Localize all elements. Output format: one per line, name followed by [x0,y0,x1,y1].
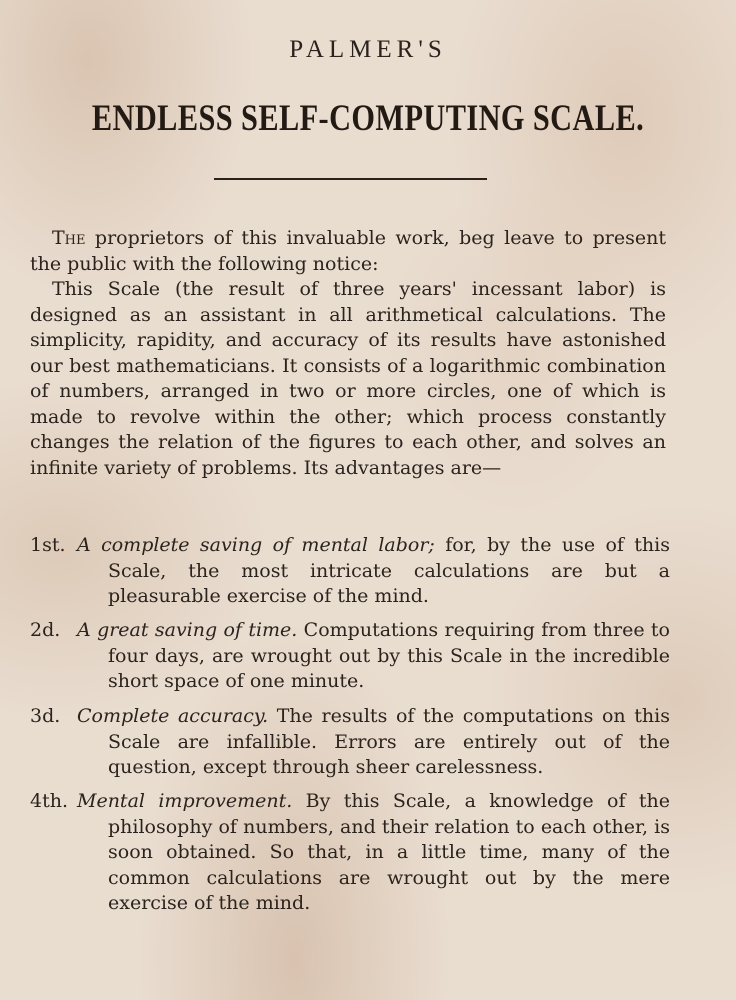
advantage-body [77,704,670,781]
advantage-body [77,618,670,695]
advantage-text: The results of the computations on this Scale are infallible. Errors are entirely out of the question, except through sheer carelessness. [108,705,670,778]
advantage-text: Computations requiring from three to four days, are wrought out by this Scale in the incredible short space of one minute. [108,619,670,692]
advantage-number: 4th. [30,790,68,812]
advantage-item [30,789,670,917]
header-divider [214,178,487,180]
advantage-number: 3d. [30,705,61,727]
intro-paragraph-1-text: proprietors of this invaluable work, beg leave to present the public with the following notice: [30,227,666,275]
advantage-lead: Mental improvement. [77,790,293,812]
advantage-number: 2d. [30,619,61,641]
advantage-lead: A complete saving of mental labor; [77,534,435,556]
advantage-body [77,789,670,917]
intro-paragraph-1 [30,226,666,277]
advantage-text: By this Scale, a knowledge of the philosophy of numbers, and their relation to each other, is soon obtained. So that, in a little time, many of the common calculations are wrought out by the mere exercise of the mind. [108,790,670,914]
intro-section [30,226,666,481]
advantage-item [30,704,670,781]
advantage-lead: Complete accuracy. [77,705,269,727]
advantage-lead: A great saving of time. [77,619,298,641]
advantage-body [77,533,670,610]
header-title-line-2: ENDLESS SELF-COMPUTING SCALE. [91,98,645,139]
intro-first-word: The [52,227,86,249]
advantage-number: 1st. [30,534,66,556]
intro-paragraph-2: This Scale (the result of three years' incessant labor) is designed as an assistant in all arithmetical calculations. The simplicity, rapidity, and accuracy of its results have astonished our best mathematicians. It consists of a logarithmic combination of numbers, arranged in two or more circles, one of which is made to revolve within the other; which process constantly changes the relation of the figures to each other, and solves an infinite variety of problems. Its advantages are— [30,278,666,479]
advantage-text: for, by the use of this Scale, the most intricate calculations are but a pleasurable exercise of the mind. [108,534,670,607]
advantage-item [30,618,670,695]
advantage-item [30,533,670,610]
header-title-line-1: PALMER'S [289,36,447,63]
